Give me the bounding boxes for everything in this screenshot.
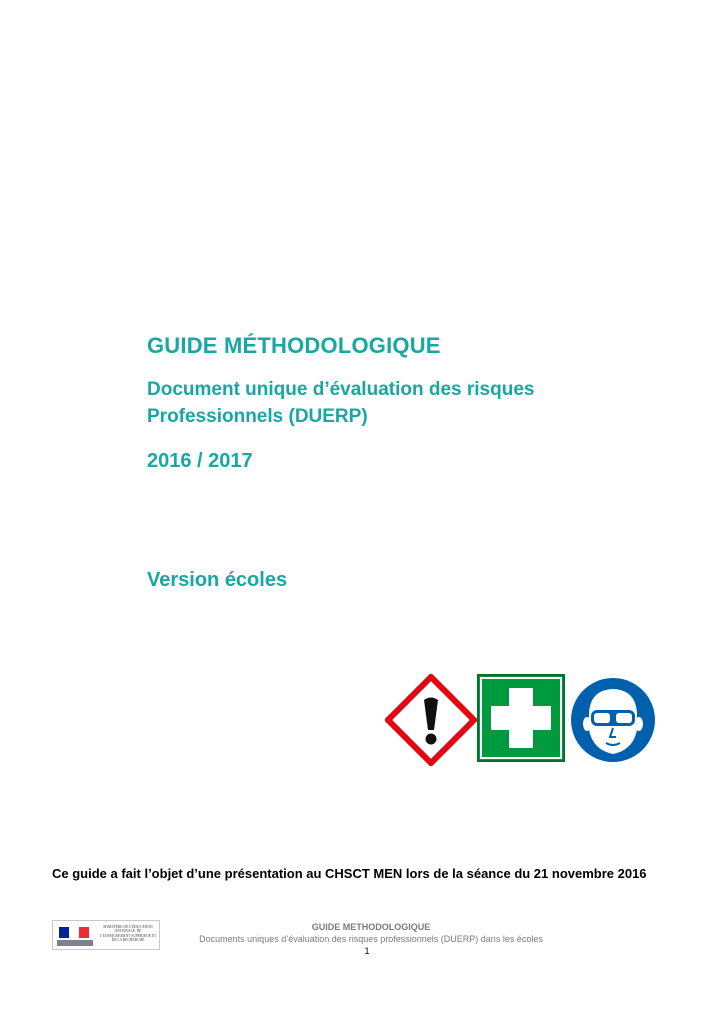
document-version: Version écoles: [147, 569, 288, 591]
first-aid-cross-icon: [477, 674, 565, 762]
document-years: 2016 / 2017: [147, 450, 253, 472]
safety-pictograms: [385, 674, 660, 766]
page-number: 1: [364, 946, 370, 956]
eye-protection-mandatory-icon: [567, 674, 659, 766]
document-subtitle-line-1: Document unique d’évaluation des risques: [147, 379, 535, 400]
document-title: GUIDE MÉTHODOLOGIQUE: [147, 333, 441, 358]
document-subtitle: [147, 376, 627, 430]
footer-subtitle: Documents uniques d’évaluation des risques professionnels (DUERP) dans les écoles: [199, 934, 543, 944]
ministry-logo-text: MINISTÈRE DE L’ÉDUCATION NATIONALE, DE L’ENSEIGNEMENT SUPÉRIEUR ET DE LA RECHERCHE: [99, 925, 157, 943]
danger-exclamation-icon: [385, 674, 477, 766]
footer-title: GUIDE METHODOLOGIQUE: [311, 922, 431, 932]
presentation-note: Ce guide a fait l’objet d’une présentation au CHSCT MEN lors de la séance du 21 novembre 2016: [52, 866, 647, 881]
document-subtitle-line-2: Professionnels (DUERP): [147, 406, 368, 427]
